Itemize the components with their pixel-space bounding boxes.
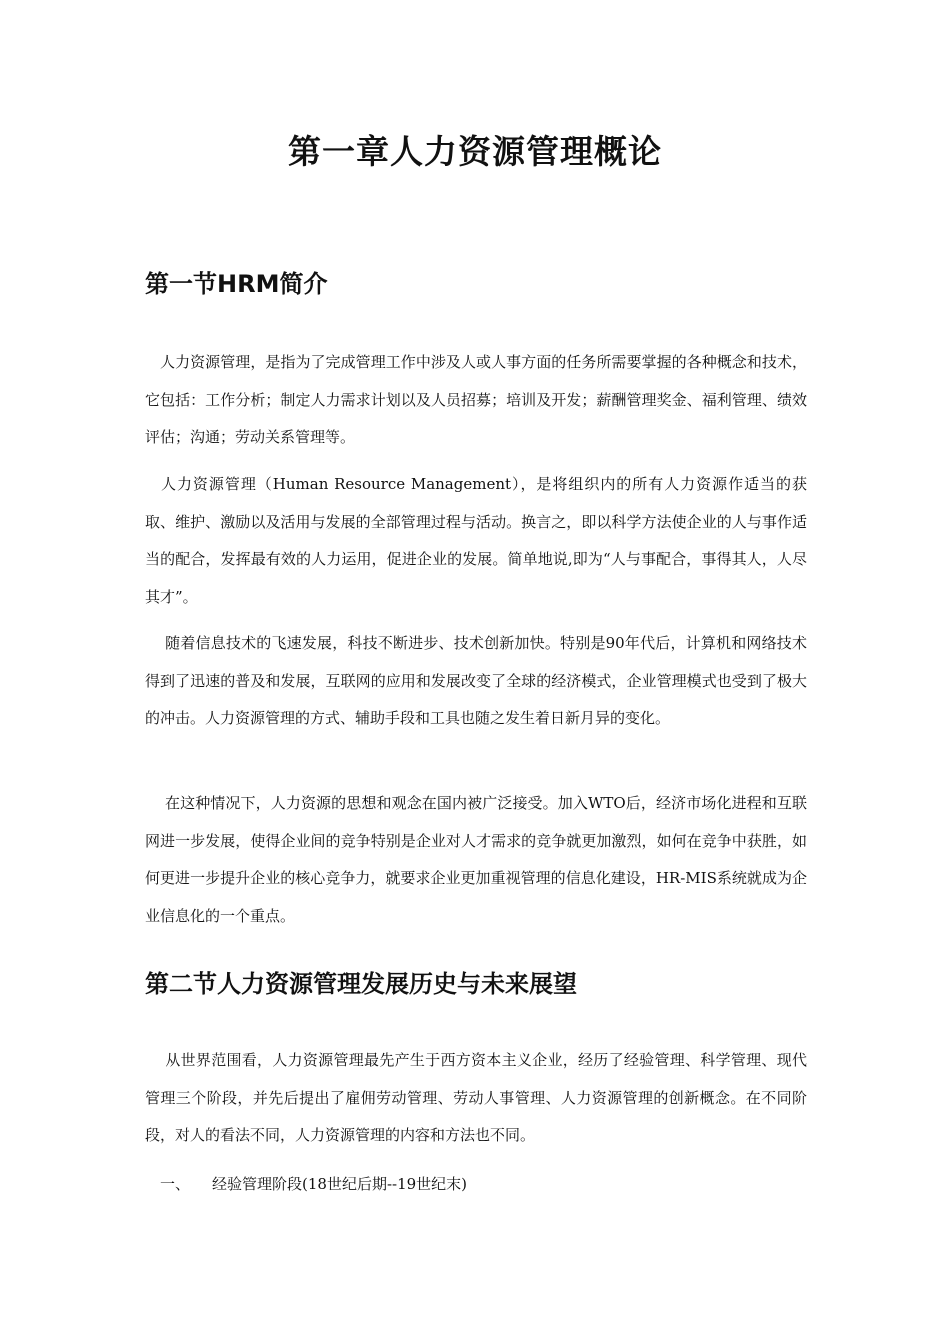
paragraph-it-development: 随着信息技术的飞速发展，科技不断进步、技术创新加快。特别是90年代后，计算机和网络技术得到了迅速的普及和发展，互联网的应用和发展改变了全球的经济模式，企业管理模式也受到了极大的冲击。人力资源管理的方式、辅助手段和工具也随之发生着日新月异的变化。 <box>145 634 807 727</box>
section-heading-hrm-intro: 第一节HRM简介 <box>145 270 328 298</box>
section-heading-history: 第二节人力资源管理发展历史与未来展望 <box>145 970 577 998</box>
list-item-text: 经验管理阶段(18世纪后期--19世纪末) <box>212 1175 468 1193</box>
paragraph-history-overview: 从世界范围看，人力资源管理最先产生于西方资本主义企业，经历了经验管理、科学管理、现代管理三个阶段，并先后提出了雇佣劳动管理、劳动人事管理、人力资源管理的创新概念。在不同阶段，对人的看法不同，人力资源管理的内容和方法也不同。 <box>145 1051 807 1144</box>
list-item-number: 一、 <box>160 1175 191 1193</box>
paragraph-hrm-definition: 人力资源管理，是指为了完成管理工作中涉及人或人事方面的任务所需要掌握的各种概念和技术，它包括：工作分析；制定人力需求计划以及人员招募；培训及开发；薪酬管理奖金、福利管理、绩效评估；沟通；劳动关系管理等。 <box>145 353 807 446</box>
paragraph-wto-competition: 在这种情况下，人力资源的思想和观念在国内被广泛接受。加入WTO后，经济市场化进程和互联网进一步发展，使得企业间的竞争特别是企业对人才需求的竞争就更加激烈，如何在竞争中获胜，如何更进一步提升企业的核心竞争力，就要求企业更加重视管理的信息化建设，HR-MIS系统就成为企业信息化的一个重点。 <box>145 794 807 925</box>
paragraph-hrm-english-definition: 人力资源管理（Human Resource Management），是将组织内的所有人力资源作适当的获取、维护、激励以及活用与发展的全部管理过程与活动。换言之，即以科学方法使企业的人与事作适当的配合，发挥最有效的人力运用，促进企业的发展。简单地说,即为“人与事配合，事得其人，人尽其才”。 <box>145 475 807 606</box>
page-title: 第一章人力资源管理概论 <box>288 132 662 171</box>
list-item-experience-stage <box>160 1171 467 1197</box>
